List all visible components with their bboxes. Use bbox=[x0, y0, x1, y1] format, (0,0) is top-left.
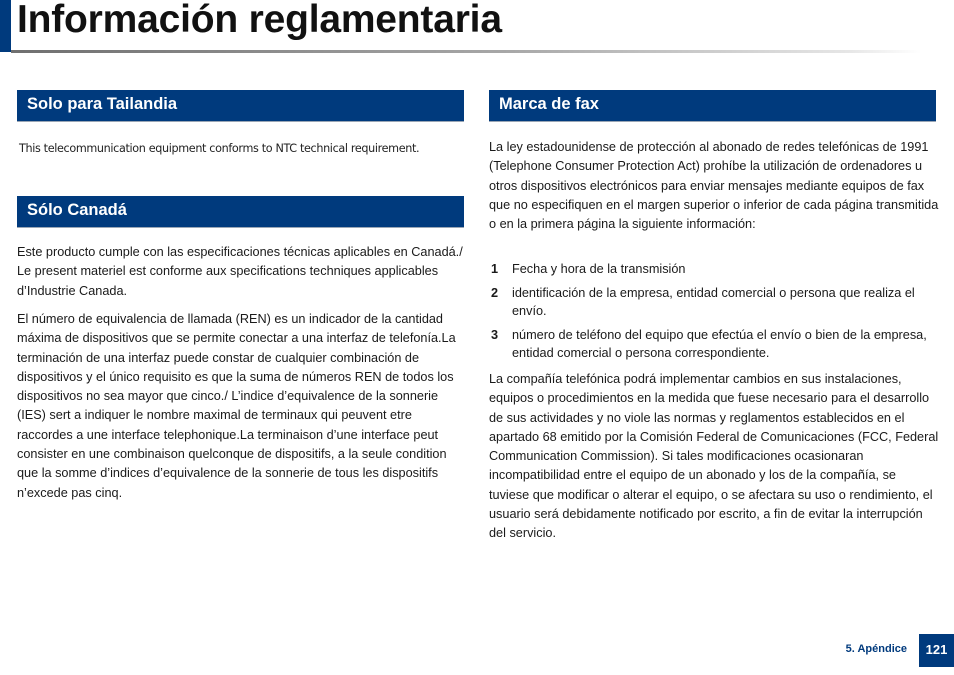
title-accent-bar bbox=[0, 0, 11, 52]
list-item bbox=[489, 260, 939, 278]
section-heading-fax: Marca de fax bbox=[489, 90, 936, 122]
canada-paragraph-2: El número de equivalencia de llamada (REN) es un indicador de la cantidad máxima de dispositivos que se permite conectar a una interfaz de telefonía.La terminación de una interfaz puede constar de cualquier combinación de dispositivos y el único requisito es que la suma de números REN de todos los dispositivos no sea mayor que cinco./ L’indice d’equivalence de la sonnerie (IES) sert a indiquer le nombre maximal de terminaux qui peuvent etre raccordes a une interface telephonique.La terminaison d’une interface peut consister en une combinaison quelconque de dispositifs, a la seule condition que la somme d’indices d’equivalence de la sonnerie de tous les dispositifs n’excede pas cinq. bbox=[17, 312, 456, 500]
list-item-number: 3 bbox=[491, 328, 499, 342]
list-item-text: identificación de la empresa, entidad comercial o persona que realiza el envío. bbox=[512, 286, 915, 318]
list-item-number: 2 bbox=[491, 286, 499, 300]
fax-requirements-list bbox=[489, 260, 939, 362]
page-title: Información reglamentaria bbox=[17, 0, 502, 41]
list-item-text: Fecha y hora de la transmisión bbox=[512, 262, 686, 276]
list-item bbox=[489, 284, 939, 320]
section-heading-canada: Sólo Canadá bbox=[17, 196, 464, 228]
section-heading-thailand: Solo para Tailandia bbox=[17, 90, 464, 122]
fax-closing-paragraph: La compañía telefónica podrá implementar cambios en sus instalaciones, equipos o procedimientos en la medida que fuese necesario para el desarrollo de sus actividades y no viole las normas y reglamentos establecidos en el apartado 68 emitido por la Comisión Federal de Comunicaciones (FCC, Federal Communication Commission). Si tales modificaciones ocasionaran incompatibilidad entre el equipo de un abonado y los de la compañía, se tuviese que modificar o alterar el equipo, o se afectara su uso o rendimiento, el usuario será debidamente notificado por escrito, a fin de evitar la interrupción del servicio. bbox=[489, 372, 939, 541]
canada-paragraph-1: Este producto cumple con las especificaciones técnicas aplicables en Canadá./ Le present materiel est conforme aux specifications techniques applicables d’Industrie Canada. bbox=[17, 245, 463, 298]
list-item bbox=[489, 326, 939, 362]
list-item-text: número de teléfono del equipo que efectúa el envío o bien de la empresa, entidad comercial o persona correspondiente. bbox=[512, 328, 927, 360]
title-divider bbox=[11, 50, 921, 53]
page-number-badge: 121 bbox=[919, 634, 954, 667]
thailand-text: This telecommunication equipment conforms to NTC technical requirement. bbox=[19, 142, 420, 155]
footer-chapter-label: 5. Apéndice bbox=[845, 643, 907, 655]
fax-intro-paragraph: La ley estadounidense de protección al abonado de redes telefónicas de 1991 (Telephone Consumer Protection Act) prohíbe la utilización de ordenadores u otros dispositivos electrónicos para enviar mensajes mediante equipos de fax que no especifiquen en el margen superior o inferior de cada página transmitida o en la primera página la siguiente información: bbox=[489, 140, 939, 232]
list-item-number: 1 bbox=[491, 262, 499, 276]
